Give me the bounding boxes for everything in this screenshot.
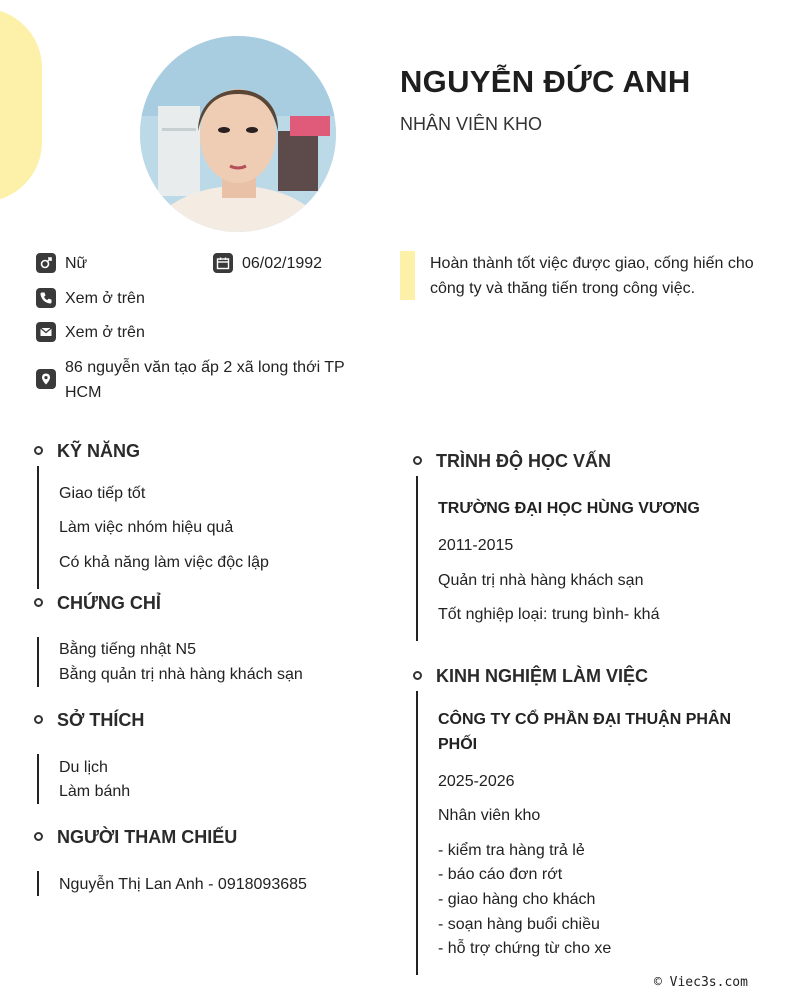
avatar-photo bbox=[140, 36, 336, 232]
phone-icon bbox=[36, 288, 56, 308]
objective-accent-bar bbox=[400, 251, 415, 300]
education-period: 2011-2015 bbox=[438, 537, 514, 554]
section-bullet bbox=[34, 715, 43, 724]
hobby-item: Làm bánh bbox=[59, 783, 131, 800]
duty-item: - báo cáo đơn rớt bbox=[438, 866, 563, 883]
certificates-title: CHỨNG CHỈ bbox=[57, 593, 161, 613]
references-timeline-line bbox=[37, 871, 39, 896]
section-bullet bbox=[34, 832, 43, 841]
birthday-row bbox=[213, 251, 322, 276]
experience-period: 2025-2026 bbox=[438, 773, 515, 790]
experience-role: Nhân viên kho bbox=[438, 807, 541, 824]
hobbies-title: SỞ THÍCH bbox=[57, 710, 145, 730]
section-bullet bbox=[413, 671, 422, 680]
email-value: Xem ở trên bbox=[65, 324, 145, 341]
phone-row bbox=[36, 286, 145, 311]
skill-item: Giao tiếp tốt bbox=[59, 485, 146, 502]
section-bullet bbox=[34, 598, 43, 607]
career-objective: Hoàn thành tốt việc được giao, cống hiến cho công ty và thăng tiến trong công việc. bbox=[430, 255, 754, 297]
duty-item: - soạn hàng buổi chiều bbox=[438, 916, 600, 933]
address-value: 86 nguyễn văn tạo ấp 2 xã long thới TP HCM bbox=[65, 359, 345, 401]
hobbies-timeline-line bbox=[37, 754, 39, 804]
education-major: Quản trị nhà hàng khách sạn bbox=[438, 572, 644, 589]
references-title: NGƯỜI THAM CHIẾU bbox=[57, 827, 238, 847]
certificate-item: Bằng quản trị nhà hàng khách sạn bbox=[59, 666, 303, 683]
gender-row bbox=[36, 251, 87, 276]
phone-value: Xem ở trên bbox=[65, 290, 145, 307]
experience-timeline-line bbox=[416, 691, 418, 975]
calendar-icon bbox=[213, 253, 233, 273]
company-name: CÔNG TY CỔ PHẦN ĐẠI THUẬN PHÂN PHỐI bbox=[438, 711, 732, 753]
birthday-value: 06/02/1992 bbox=[242, 255, 323, 272]
job-position: NHÂN VIÊN KHO bbox=[400, 114, 543, 134]
avatar bbox=[140, 36, 336, 232]
education-title: TRÌNH ĐỘ HỌC VẤN bbox=[436, 451, 611, 471]
gender-icon bbox=[36, 253, 56, 273]
section-bullet bbox=[413, 456, 422, 465]
email-icon bbox=[36, 322, 56, 342]
skill-item: Làm việc nhóm hiệu quả bbox=[59, 519, 234, 536]
reference-item: Nguyễn Thị Lan Anh - 0918093685 bbox=[59, 876, 307, 893]
section-bullet bbox=[34, 446, 43, 455]
footer-watermark: © Viec3s.com bbox=[654, 975, 748, 990]
hobby-item: Du lịch bbox=[59, 759, 108, 776]
duty-item: - hỗ trợ chứng từ cho xe bbox=[438, 940, 612, 957]
education-timeline-line bbox=[416, 476, 418, 641]
skills-timeline-line bbox=[37, 466, 39, 589]
skill-item: Có khả năng làm việc độc lập bbox=[59, 554, 269, 571]
location-icon bbox=[36, 369, 56, 389]
skills-title: KỸ NĂNG bbox=[57, 441, 141, 461]
certificate-item: Bằng tiếng nhật N5 bbox=[59, 641, 196, 658]
duty-item: - kiểm tra hàng trả lẻ bbox=[438, 842, 585, 859]
experience-title: KINH NGHIỆM LÀM VIỆC bbox=[436, 666, 649, 686]
gender-value: Nữ bbox=[65, 255, 88, 272]
duty-item: - giao hàng cho khách bbox=[438, 891, 596, 908]
school-name: TRƯỜNG ĐẠI HỌC HÙNG VƯƠNG bbox=[438, 500, 700, 517]
address-row bbox=[36, 355, 366, 405]
decorative-accent-shape bbox=[0, 8, 42, 202]
email-row bbox=[36, 320, 145, 345]
certificates-timeline-line bbox=[37, 637, 39, 687]
education-grade: Tốt nghiệp loại: trung bình- khá bbox=[438, 606, 660, 623]
candidate-name: NGUYỄN ĐỨC ANH bbox=[400, 64, 691, 99]
